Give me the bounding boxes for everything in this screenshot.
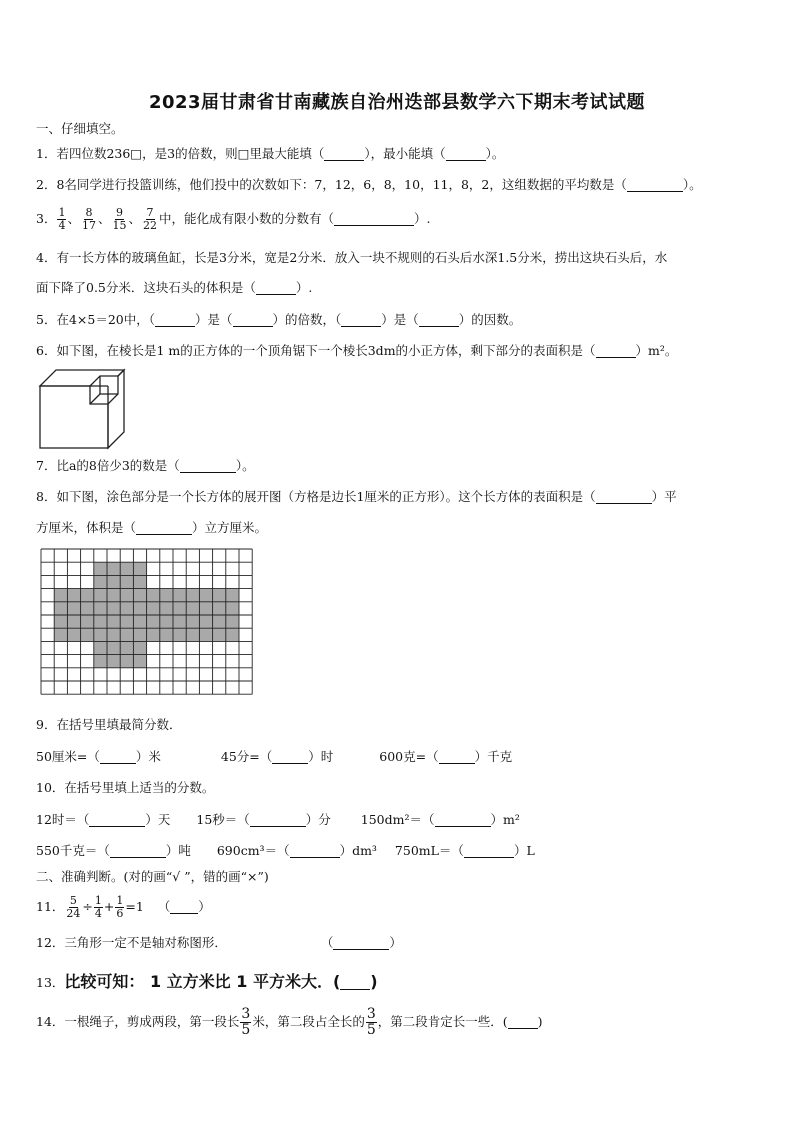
q6-text-a: 6．如下图，在棱长是1 m的正方体的一个顶角锯下一个棱长3dm的小正方体，剩下部分的表面积是（ xyxy=(36,343,596,358)
q7-blank[interactable] xyxy=(180,458,236,473)
q3-fraction-2: $\frac{8}{17}$ xyxy=(81,206,96,232)
shaded-cell xyxy=(213,602,226,615)
q2-blank[interactable] xyxy=(627,177,683,192)
shaded-cell xyxy=(213,615,226,628)
q10-r1-f: ）m² xyxy=(490,812,520,827)
q12-paren-close: ） xyxy=(389,935,402,950)
q10-r1-d: ）分 xyxy=(305,812,331,827)
q10-r1-b: ）天 xyxy=(145,812,171,827)
q4-blank[interactable] xyxy=(256,280,296,295)
shaded-cell xyxy=(107,628,120,641)
q14-text-c: ，第二段肯定长一些．( xyxy=(377,1014,508,1029)
q11-paren-close: ） xyxy=(198,899,211,914)
q2-text-b: ）。 xyxy=(682,177,702,192)
q9-item-3-b: ）千克 xyxy=(474,749,513,764)
shaded-cell xyxy=(120,589,133,602)
q10-r2-f: ）L xyxy=(513,843,535,858)
question-10-row-2 xyxy=(36,842,535,860)
shaded-cell xyxy=(173,589,186,602)
shaded-cell xyxy=(160,602,173,615)
question-10: 10．在括号里填上适当的分数。 xyxy=(36,780,215,795)
shaded-cell xyxy=(120,641,133,654)
q1-text-b: ），最小能填（ xyxy=(364,146,446,161)
shaded-cell xyxy=(107,589,120,602)
q9-item-1-b: ）米 xyxy=(135,749,161,764)
shaded-cell xyxy=(54,628,67,641)
question-12 xyxy=(36,934,402,952)
q3-prefix: 3． xyxy=(36,211,57,226)
question-1 xyxy=(36,145,504,163)
q5-text-a: 5．在4×5＝20中，（ xyxy=(36,312,155,327)
q10-r2-b: ）吨 xyxy=(165,843,191,858)
q14-fraction-1: $\frac{3}{5}$ xyxy=(241,1006,251,1038)
shaded-cell xyxy=(107,602,120,615)
q3-text-b: ）. xyxy=(414,211,431,226)
q10-r2-e: 750mL＝（ xyxy=(394,843,464,858)
q1-text-c: ）。 xyxy=(485,146,505,161)
question-5 xyxy=(36,311,521,329)
q7-text-a: 7．比a的8倍少3的数是（ xyxy=(36,458,180,473)
q8-blank-2[interactable] xyxy=(136,520,192,535)
shaded-cell xyxy=(199,628,212,641)
q3-blank[interactable] xyxy=(334,211,414,226)
q14-fraction-2: $\frac{3}{5}$ xyxy=(366,1006,376,1038)
shaded-cell xyxy=(107,575,120,588)
shaded-cell xyxy=(81,589,94,602)
shaded-cell xyxy=(199,602,212,615)
shaded-cell xyxy=(94,615,107,628)
question-14 xyxy=(36,1006,543,1038)
shaded-cell xyxy=(173,615,186,628)
q11-fraction-1: $\frac{5}{24}$ xyxy=(66,894,81,920)
shaded-cell xyxy=(186,628,199,641)
shaded-cell xyxy=(133,615,146,628)
shaded-cell xyxy=(54,602,67,615)
q3-fraction-4: $\frac{7}{22}$ xyxy=(143,206,157,232)
q10-r2-c: 690cm³＝（ xyxy=(216,843,290,858)
q10-r2-a: 550千克＝（ xyxy=(36,843,110,858)
shaded-cell xyxy=(94,628,107,641)
q1-blank-2[interactable] xyxy=(446,146,486,161)
q10-r2-blank-1[interactable] xyxy=(110,843,166,858)
q3-fraction-3: $\frac{9}{15}$ xyxy=(112,206,127,232)
shaded-cell xyxy=(226,615,239,628)
q14-text-b: 米，第二段占全长的 xyxy=(252,1014,365,1029)
q11-blank[interactable] xyxy=(170,899,198,914)
shaded-cell xyxy=(120,602,133,615)
shaded-cell xyxy=(199,589,212,602)
q10-r1-e: 150dm²＝（ xyxy=(360,812,435,827)
q11-paren-open: （ xyxy=(157,899,171,914)
shaded-cell xyxy=(107,615,120,628)
q11-eq: =1 xyxy=(125,899,144,914)
section-heading-2: 二、准确判断。(对的画“√ ”，错的画“×”) xyxy=(36,869,269,884)
q6-text-b: ）m²。 xyxy=(635,343,678,358)
shaded-cell xyxy=(173,602,186,615)
q5-blank-3[interactable] xyxy=(341,312,381,327)
shaded-cell xyxy=(186,589,199,602)
q9-item-2-a: 45分=（ xyxy=(220,749,273,764)
q5-blank-4[interactable] xyxy=(419,312,459,327)
shaded-cell xyxy=(67,628,80,641)
q14-blank[interactable] xyxy=(508,1014,538,1029)
q10-r2-blank-2[interactable] xyxy=(290,843,340,858)
shaded-cell xyxy=(147,628,160,641)
shaded-cell xyxy=(94,575,107,588)
shaded-cell xyxy=(107,655,120,668)
q1-blank-1[interactable] xyxy=(324,146,364,161)
shaded-cell xyxy=(120,575,133,588)
q12-blank[interactable] xyxy=(333,935,389,950)
shaded-cell xyxy=(81,615,94,628)
q11-fraction-2: $\frac{1}{4}$ xyxy=(94,894,102,920)
q6-blank[interactable] xyxy=(596,343,636,358)
shaded-cell xyxy=(133,575,146,588)
q12-paren-open: （ xyxy=(320,935,334,950)
shaded-cell xyxy=(107,562,120,575)
q3-sep: 、 xyxy=(97,211,111,226)
q9-item-2-b: ）时 xyxy=(308,749,334,764)
question-8-line-1 xyxy=(36,488,677,506)
shaded-cell xyxy=(107,641,120,654)
question-10-row-1 xyxy=(36,811,520,829)
q13-paren-close: ) xyxy=(370,972,378,991)
shaded-cell xyxy=(120,628,133,641)
shaded-cell xyxy=(81,628,94,641)
q9-item-3-a: 600克=（ xyxy=(379,749,439,764)
q8-text-c: 方厘米，体积是（ xyxy=(36,520,137,535)
q10-r1-blank-2[interactable] xyxy=(250,812,306,827)
net-grid-diagram xyxy=(40,548,254,702)
shaded-cell xyxy=(54,615,67,628)
shaded-cell xyxy=(133,589,146,602)
q7-text-b: ）。 xyxy=(235,458,255,473)
shaded-cell xyxy=(133,628,146,641)
q13-text: 比较可知： 1 立方米比 1 平方米大．( xyxy=(64,972,341,991)
shaded-cell xyxy=(81,602,94,615)
shaded-cell xyxy=(226,628,239,641)
q5-text-b: ）是（ xyxy=(195,312,233,327)
q8-text-b: ）平 xyxy=(651,489,677,504)
q5-text-e: ）的因数。 xyxy=(458,312,522,327)
q8-text-a: 8．如下图，涂色部分是一个长方体的展开图（方格是边长1厘米的正方形）。这个长方体的表面积是（ xyxy=(36,489,596,504)
question-3 xyxy=(36,205,431,233)
shaded-cell xyxy=(160,615,173,628)
shaded-cell xyxy=(133,602,146,615)
q11-op-1: ÷ xyxy=(82,899,93,914)
shaded-cell xyxy=(120,615,133,628)
q8-text-d: ）立方厘米。 xyxy=(192,520,268,535)
question-13 xyxy=(36,971,378,994)
q4-text-c: ）. xyxy=(295,280,313,295)
q13-prefix: 13． xyxy=(36,975,65,990)
q10-r1-blank-3[interactable] xyxy=(435,812,491,827)
q14-paren-close: ) xyxy=(537,1014,543,1029)
shaded-cell xyxy=(147,602,160,615)
question-9-items xyxy=(36,748,512,766)
question-4-line-1: 4．有一长方体的玻璃鱼缸，长是3分米，宽是2分米．放入一块不规则的石头后水深1.5分米，捞出这块石头后，水 xyxy=(36,250,668,265)
shaded-cell xyxy=(120,655,133,668)
shaded-cell xyxy=(94,655,107,668)
question-8-line-2 xyxy=(36,519,267,537)
q5-text-d: ）是（ xyxy=(381,312,419,327)
section-heading-1: 一、仔细填空。 xyxy=(36,121,124,136)
shaded-cell xyxy=(226,602,239,615)
q4-text-b: 面下降了0.5分米．这块石头的体积是（ xyxy=(36,280,256,295)
q3-text-a: 中，能化成有限小数的分数有（ xyxy=(159,211,335,226)
q3-fraction-1: $\frac{1}{4}$ xyxy=(58,206,66,232)
shaded-cell xyxy=(186,615,199,628)
shaded-cell xyxy=(160,628,173,641)
page-title: 2023届甘肃省甘南藏族自治州迭部县数学六下期末考试试题 xyxy=(148,92,646,113)
q3-sep: 、 xyxy=(67,211,80,226)
shaded-cell xyxy=(94,602,107,615)
q13-blank[interactable] xyxy=(340,975,370,990)
shaded-cell xyxy=(94,589,107,602)
q9-blank-1[interactable] xyxy=(100,749,136,764)
shaded-cell xyxy=(133,562,146,575)
shaded-cell xyxy=(120,562,133,575)
question-4-line-2 xyxy=(36,279,312,297)
q9-item-1-a: 50厘米=（ xyxy=(36,749,100,764)
q5-blank-1[interactable] xyxy=(155,312,195,327)
shaded-cell xyxy=(147,615,160,628)
q5-blank-2[interactable] xyxy=(233,312,273,327)
shaded-cell xyxy=(226,589,239,602)
shaded-cell xyxy=(173,628,186,641)
shaded-cell xyxy=(160,589,173,602)
shaded-cell xyxy=(213,628,226,641)
shaded-cell xyxy=(133,641,146,654)
shaded-cell xyxy=(54,589,67,602)
q8-blank-1[interactable] xyxy=(596,489,652,504)
q5-text-c: ）的倍数，（ xyxy=(272,312,342,327)
shaded-cell xyxy=(94,641,107,654)
question-2 xyxy=(36,176,702,194)
shaded-cell xyxy=(186,602,199,615)
q10-r2-d: ）dm³ xyxy=(339,843,377,858)
q12-text-a: 12．三角形一定不是轴对称图形． xyxy=(36,935,227,950)
question-11 xyxy=(36,892,211,922)
q10-r2-blank-3[interactable] xyxy=(464,843,514,858)
question-9: 9．在括号里填最简分数． xyxy=(36,717,182,732)
shaded-cell xyxy=(199,615,212,628)
q9-blank-2[interactable] xyxy=(272,749,308,764)
q11-op-2: + xyxy=(103,899,115,914)
shaded-cell xyxy=(147,589,160,602)
shaded-cell xyxy=(213,589,226,602)
shaded-cell xyxy=(67,602,80,615)
q11-prefix: 11． xyxy=(36,899,65,914)
q10-r1-a: 12时＝（ xyxy=(36,812,90,827)
q1-text-a: 1．若四位数236□，是3的倍数，则□里最大能填（ xyxy=(36,146,325,161)
q3-sep: 、 xyxy=(128,211,141,226)
q9-blank-3[interactable] xyxy=(439,749,475,764)
question-7 xyxy=(36,457,255,475)
q11-fraction-3: $\frac{1}{6}$ xyxy=(116,894,124,920)
shaded-cell xyxy=(67,589,80,602)
shaded-cell xyxy=(67,615,80,628)
question-6 xyxy=(36,342,677,360)
cube-diagram xyxy=(38,368,128,450)
q10-r1-c: 15秒＝（ xyxy=(196,812,250,827)
q14-text-a: 14．一根绳子，剪成两段，第一段长 xyxy=(36,1014,240,1029)
q2-text-a: 2．8名同学进行投篮训练，他们投中的次数如下：7，12，6，8，10，11，8，2，这组数据的平均数是（ xyxy=(36,177,627,192)
q10-r1-blank-1[interactable] xyxy=(89,812,145,827)
shaded-cell xyxy=(133,655,146,668)
shaded-cell xyxy=(94,562,107,575)
